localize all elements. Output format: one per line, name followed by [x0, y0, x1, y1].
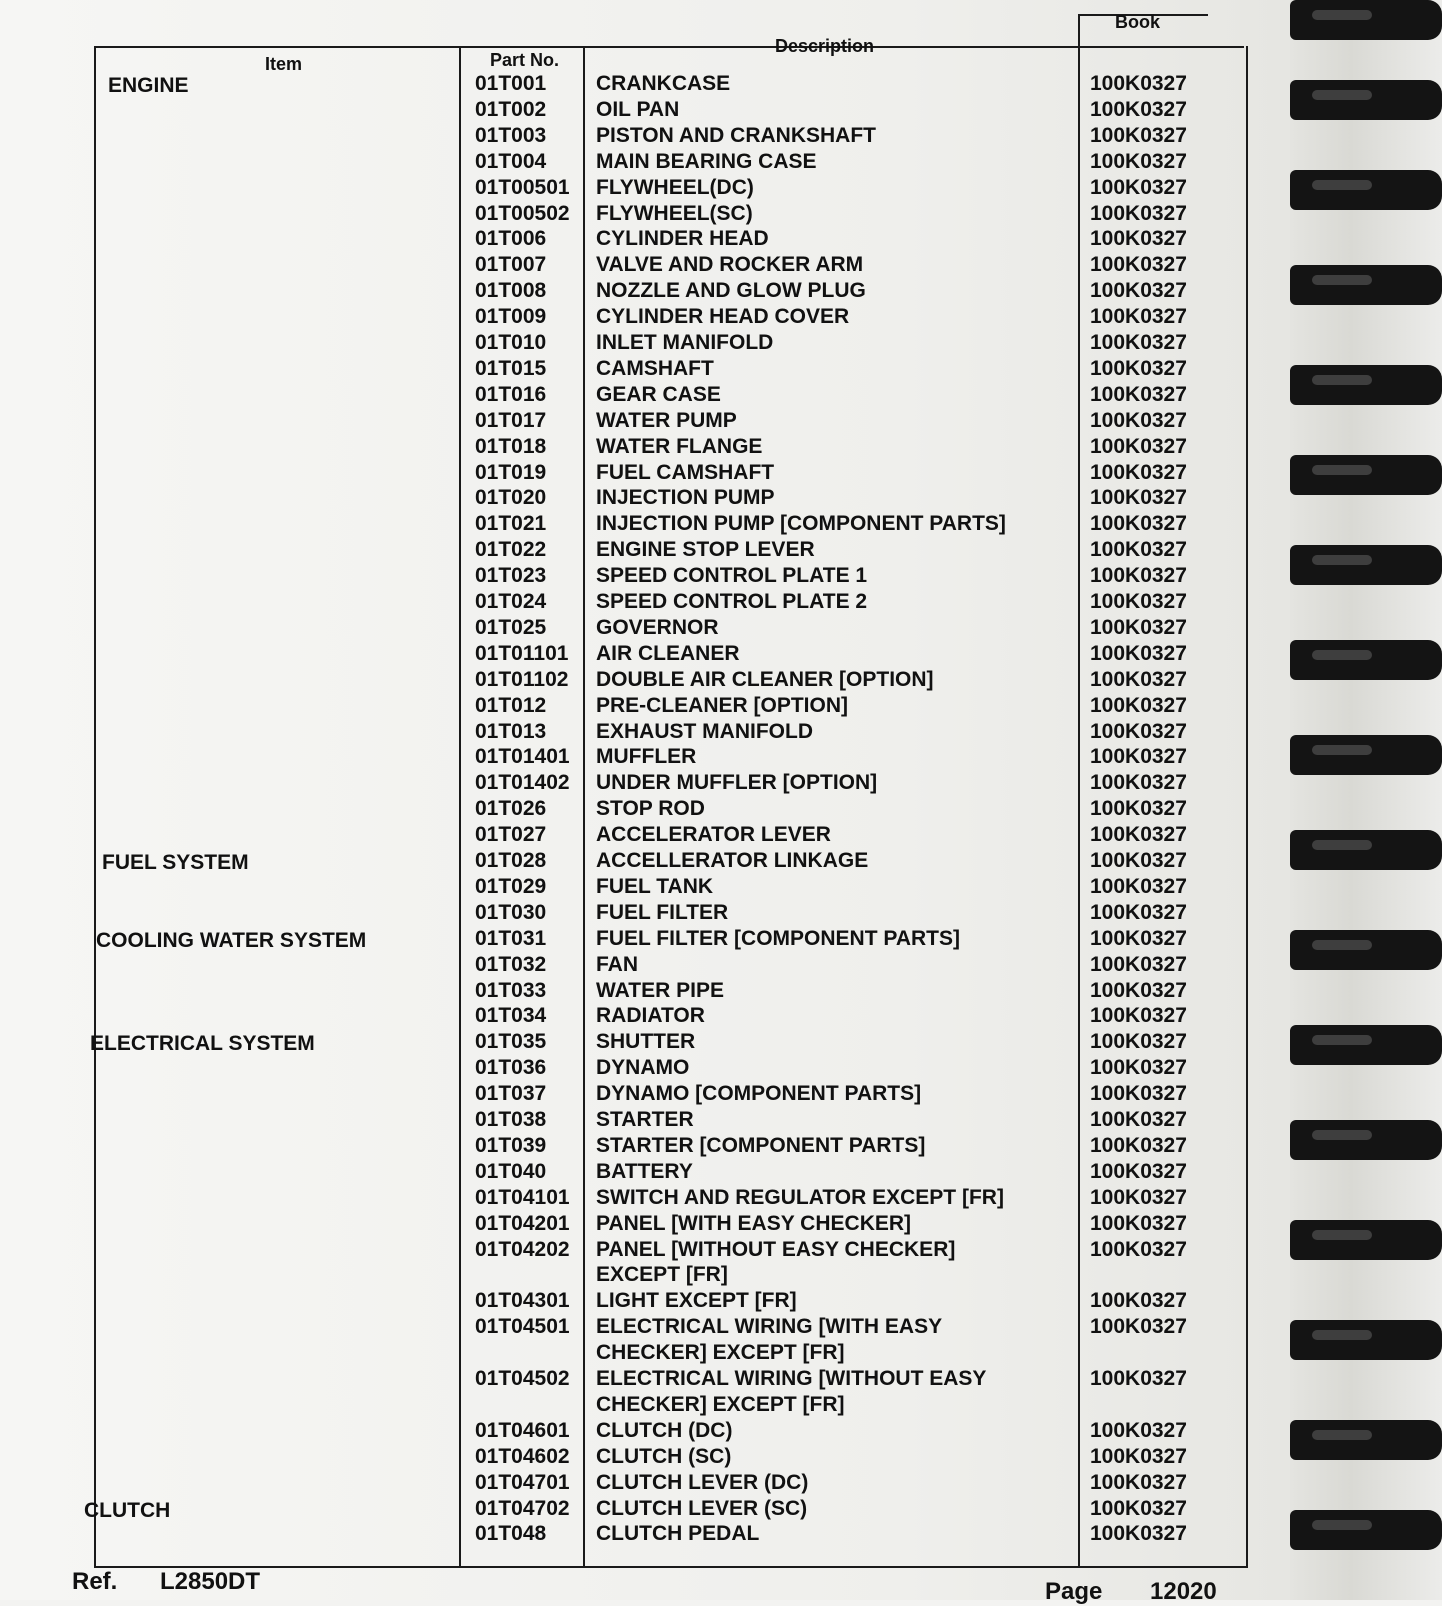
part-number: 01T048: [475, 1522, 547, 1546]
description: INJECTION PUMP: [596, 486, 775, 510]
description: FLYWHEEL(DC): [596, 175, 754, 199]
part-number: 01T04301: [475, 1289, 570, 1313]
binding-ring: [1290, 1320, 1442, 1360]
part-number: 01T019: [475, 460, 547, 484]
part-number: 01T004: [475, 149, 547, 173]
description: SPEED CONTROL PLATE 1: [596, 564, 868, 588]
book-number: 100K0327: [1090, 978, 1187, 1002]
book-number: 100K0327: [1090, 1289, 1187, 1313]
book-number: 100K0327: [1090, 123, 1187, 147]
part-number: 01T04202: [475, 1237, 570, 1261]
description: DYNAMO [COMPONENT PARTS]: [596, 1082, 922, 1106]
part-number: 01T028: [475, 849, 547, 872]
description: PRE-CLEANER [OPTION]: [596, 693, 848, 717]
description: SHUTTER: [596, 1030, 696, 1054]
book-number: 100K0327: [1090, 1496, 1187, 1520]
description: WATER PUMP: [596, 408, 737, 432]
book-number: 100K0327: [1090, 900, 1187, 924]
part-number: 01T04602: [475, 1444, 570, 1468]
section-label: CLUTCH: [84, 1498, 171, 1522]
part-number: 01T00501: [475, 175, 570, 199]
description: FUEL CAMSHAFT: [596, 460, 775, 484]
description: UNDER MUFFLER [OPTION]: [596, 771, 878, 795]
description: CAMSHAFT: [596, 356, 714, 380]
part-number: 01T027: [475, 823, 547, 847]
book-number: 100K0327: [1090, 538, 1187, 562]
binding-ring: [1290, 1420, 1442, 1460]
part-number: 01T024: [475, 590, 547, 613]
part-number: 01T015: [475, 356, 547, 380]
description: CYLINDER HEAD: [596, 227, 769, 251]
part-number: 01T040: [475, 1159, 547, 1183]
description: VALVE AND ROCKER ARM: [596, 253, 864, 277]
book-number: 100K0327: [1090, 356, 1187, 380]
section-label: FUEL SYSTEM: [102, 851, 249, 874]
book-number: 100K0327: [1090, 149, 1187, 173]
book-number: 100K0327: [1090, 1237, 1187, 1261]
book-number: 100K0327: [1090, 1522, 1187, 1546]
part-number: 01T012: [475, 693, 547, 717]
part-number: 01T037: [475, 1082, 547, 1106]
book-number: 100K0327: [1090, 590, 1187, 613]
book-number: 100K0327: [1090, 719, 1187, 743]
description: OIL PAN: [596, 97, 680, 121]
book-number: 100K0327: [1090, 745, 1187, 769]
description: SWITCH AND REGULATOR EXCEPT [FR]: [596, 1185, 1004, 1209]
description: PISTON AND CRANKSHAFT: [596, 123, 877, 147]
binding-edge: [1290, 0, 1442, 1600]
part-number: 01T039: [475, 1133, 547, 1157]
part-number: 01T017: [475, 408, 547, 432]
description: ELECTRICAL WIRING [WITH EASY: [596, 1315, 943, 1339]
part-number: 01T013: [475, 719, 547, 743]
book-number: 100K0327: [1090, 486, 1187, 510]
part-number: 01T030: [475, 900, 547, 924]
book-number: 100K0327: [1090, 952, 1187, 976]
book-number: 100K0327: [1090, 849, 1187, 872]
book-number: 100K0327: [1090, 97, 1187, 121]
book-number: 100K0327: [1090, 641, 1187, 665]
part-number: 01T033: [475, 978, 547, 1002]
description: CRANKCASE: [596, 72, 731, 95]
part-number: 01T031: [475, 926, 547, 950]
part-number: 01T023: [475, 564, 547, 588]
description: ACCELERATOR LEVER: [596, 823, 831, 847]
column-divider-book: [1078, 46, 1080, 1566]
section-label: ELECTRICAL SYSTEM: [90, 1032, 315, 1056]
description: MAIN BEARING CASE: [596, 149, 817, 173]
book-number: 100K0327: [1090, 460, 1187, 484]
footer-ref-value: L2850DT: [160, 1568, 261, 1595]
part-number: 01T006: [475, 227, 547, 251]
description: BATTERY: [596, 1159, 693, 1183]
part-number: 01T00502: [475, 201, 570, 225]
header-part-no: Part No.: [490, 50, 560, 70]
book-number: 100K0327: [1090, 175, 1187, 199]
part-number: 01T035: [475, 1030, 547, 1054]
description: FUEL TANK: [596, 874, 714, 898]
description: INLET MANIFOLD: [596, 331, 774, 354]
part-number: 01T002: [475, 97, 547, 121]
book-number: 100K0327: [1090, 667, 1187, 691]
book-number: 100K0327: [1090, 1211, 1187, 1235]
part-number: 01T04201: [475, 1211, 570, 1235]
description: SPEED CONTROL PLATE 2: [596, 590, 868, 613]
part-number: 01T029: [475, 874, 547, 898]
part-number: 01T001: [475, 72, 547, 95]
binding-ring: [1290, 1220, 1442, 1260]
book-number: 100K0327: [1090, 615, 1187, 639]
description-continued: CHECKER] EXCEPT [FR]: [596, 1341, 845, 1365]
binding-ring: [1290, 1510, 1442, 1550]
description: CLUTCH PEDAL: [596, 1522, 760, 1546]
book-header-rule-left: [1078, 14, 1080, 48]
description: CLUTCH LEVER (SC): [596, 1496, 808, 1520]
binding-ring: [1290, 0, 1442, 40]
part-number: 01T016: [475, 382, 547, 406]
book-number: 100K0327: [1090, 201, 1187, 225]
book-number: 100K0327: [1090, 1133, 1187, 1157]
book-number: 100K0327: [1090, 305, 1187, 329]
description: DOUBLE AIR CLEANER [OPTION]: [596, 667, 934, 691]
part-number: 01T04601: [475, 1418, 570, 1442]
description: INJECTION PUMP [COMPONENT PARTS]: [596, 512, 1006, 536]
header-description: Description: [775, 36, 875, 56]
description-continued: EXCEPT [FR]: [596, 1263, 728, 1287]
book-number: 100K0327: [1090, 797, 1187, 821]
part-number: 01T020: [475, 486, 547, 510]
part-number: 01T038: [475, 1108, 547, 1131]
part-number: 01T022: [475, 538, 547, 562]
part-number: 01T01401: [475, 745, 570, 769]
book-number: 100K0327: [1090, 1185, 1187, 1209]
part-number: 01T021: [475, 512, 547, 536]
book-number: 100K0327: [1090, 72, 1187, 95]
description: CLUTCH LEVER (DC): [596, 1470, 809, 1494]
description: GOVERNOR: [596, 615, 719, 639]
description: GEAR CASE: [596, 382, 721, 406]
part-number: 01T036: [475, 1056, 547, 1080]
description: CLUTCH (DC): [596, 1418, 733, 1442]
description: ENGINE STOP LEVER: [596, 538, 815, 562]
description: STARTER [COMPONENT PARTS]: [596, 1133, 926, 1157]
part-number: 01T01101: [475, 641, 569, 665]
part-number: 01T007: [475, 253, 547, 277]
description: CLUTCH (SC): [596, 1444, 732, 1468]
description: AIR CLEANER: [596, 641, 740, 665]
binding-ring: [1290, 1120, 1442, 1160]
footer-page-label: Page: [1045, 1578, 1103, 1605]
book-number: 100K0327: [1090, 1159, 1187, 1183]
part-number: 01T04702: [475, 1496, 570, 1520]
book-number: 100K0327: [1090, 1470, 1187, 1494]
description: STARTER: [596, 1108, 694, 1131]
book-number: 100K0327: [1090, 1418, 1187, 1442]
description: STOP ROD: [596, 797, 705, 821]
description: CYLINDER HEAD COVER: [596, 305, 850, 329]
description: FUEL FILTER [COMPONENT PARTS]: [596, 926, 960, 950]
book-number: 100K0327: [1090, 1056, 1187, 1080]
part-number: 01T01402: [475, 771, 570, 795]
book-number: 100K0327: [1090, 331, 1187, 354]
book-number: 100K0327: [1090, 1315, 1187, 1339]
book-number: 100K0327: [1090, 1444, 1187, 1468]
footer-ref-label: Ref.: [72, 1568, 118, 1595]
binding-ring: [1290, 640, 1442, 680]
part-number: 01T018: [475, 434, 547, 458]
book-number: 100K0327: [1090, 253, 1187, 277]
book-number: 100K0327: [1090, 564, 1187, 588]
book-number: 100K0327: [1090, 1082, 1187, 1106]
binding-ring: [1290, 170, 1442, 210]
description: FLYWHEEL(SC): [596, 201, 753, 225]
section-label: COOLING WATER SYSTEM: [96, 928, 367, 952]
part-number: 01T04701: [475, 1470, 570, 1494]
header-book: Book: [1115, 12, 1160, 32]
description: WATER PIPE: [596, 978, 724, 1002]
part-number: 01T026: [475, 797, 547, 821]
part-number: 01T04501: [475, 1315, 570, 1339]
book-number: 100K0327: [1090, 1108, 1187, 1131]
description: ELECTRICAL WIRING [WITHOUT EASY: [596, 1367, 987, 1390]
binding-ring: [1290, 265, 1442, 305]
description: FUEL FILTER: [596, 900, 729, 924]
book-number: 100K0327: [1090, 279, 1187, 303]
column-divider-part: [583, 46, 585, 1566]
description-continued: CHECKER] EXCEPT [FR]: [596, 1392, 845, 1416]
book-number: 100K0327: [1090, 693, 1187, 717]
binding-ring: [1290, 735, 1442, 775]
book-number: 100K0327: [1090, 408, 1187, 432]
binding-ring: [1290, 1025, 1442, 1065]
part-number: 01T01102: [475, 667, 569, 691]
book-number: 100K0327: [1090, 823, 1187, 847]
book-number: 100K0327: [1090, 1030, 1187, 1054]
description: LIGHT EXCEPT [FR]: [596, 1289, 797, 1313]
description: ACCELLERATOR LINKAGE: [596, 849, 869, 872]
binding-ring: [1290, 455, 1442, 495]
section-label: ENGINE: [108, 74, 189, 97]
description: MUFFLER: [596, 745, 697, 769]
book-number: 100K0327: [1090, 434, 1187, 458]
description: FAN: [596, 952, 638, 976]
description: PANEL [WITH EASY CHECKER]: [596, 1211, 912, 1235]
header-item: Item: [265, 54, 303, 74]
description: RADIATOR: [596, 1004, 705, 1028]
book-number: 100K0327: [1090, 771, 1187, 795]
part-number: 01T04101: [475, 1185, 570, 1209]
description: DYNAMO: [596, 1056, 690, 1080]
part-number: 01T009: [475, 305, 547, 329]
book-number: 100K0327: [1090, 227, 1187, 251]
part-number: 01T04502: [475, 1367, 570, 1390]
description: NOZZLE AND GLOW PLUG: [596, 279, 866, 303]
part-number: 01T032: [475, 952, 547, 976]
book-number: 100K0327: [1090, 512, 1187, 536]
column-divider-item: [459, 46, 461, 1566]
book-number: 100K0327: [1090, 874, 1187, 898]
book-number: 100K0327: [1090, 1004, 1187, 1028]
part-number: 01T025: [475, 615, 547, 639]
description: PANEL [WITHOUT EASY CHECKER]: [596, 1237, 956, 1261]
binding-ring: [1290, 830, 1442, 870]
part-number: 01T008: [475, 279, 547, 303]
book-number: 100K0327: [1090, 382, 1187, 406]
binding-ring: [1290, 545, 1442, 585]
description: WATER FLANGE: [596, 434, 763, 458]
part-number: 01T003: [475, 123, 547, 147]
footer-page-value: 12020: [1150, 1578, 1217, 1605]
binding-ring: [1290, 930, 1442, 970]
binding-ring: [1290, 365, 1442, 405]
book-number: 100K0327: [1090, 1367, 1187, 1390]
description: EXHAUST MANIFOLD: [596, 719, 813, 743]
part-number: 01T010: [475, 331, 547, 354]
part-number: 01T034: [475, 1004, 547, 1028]
binding-ring: [1290, 80, 1442, 120]
book-number: 100K0327: [1090, 926, 1187, 950]
